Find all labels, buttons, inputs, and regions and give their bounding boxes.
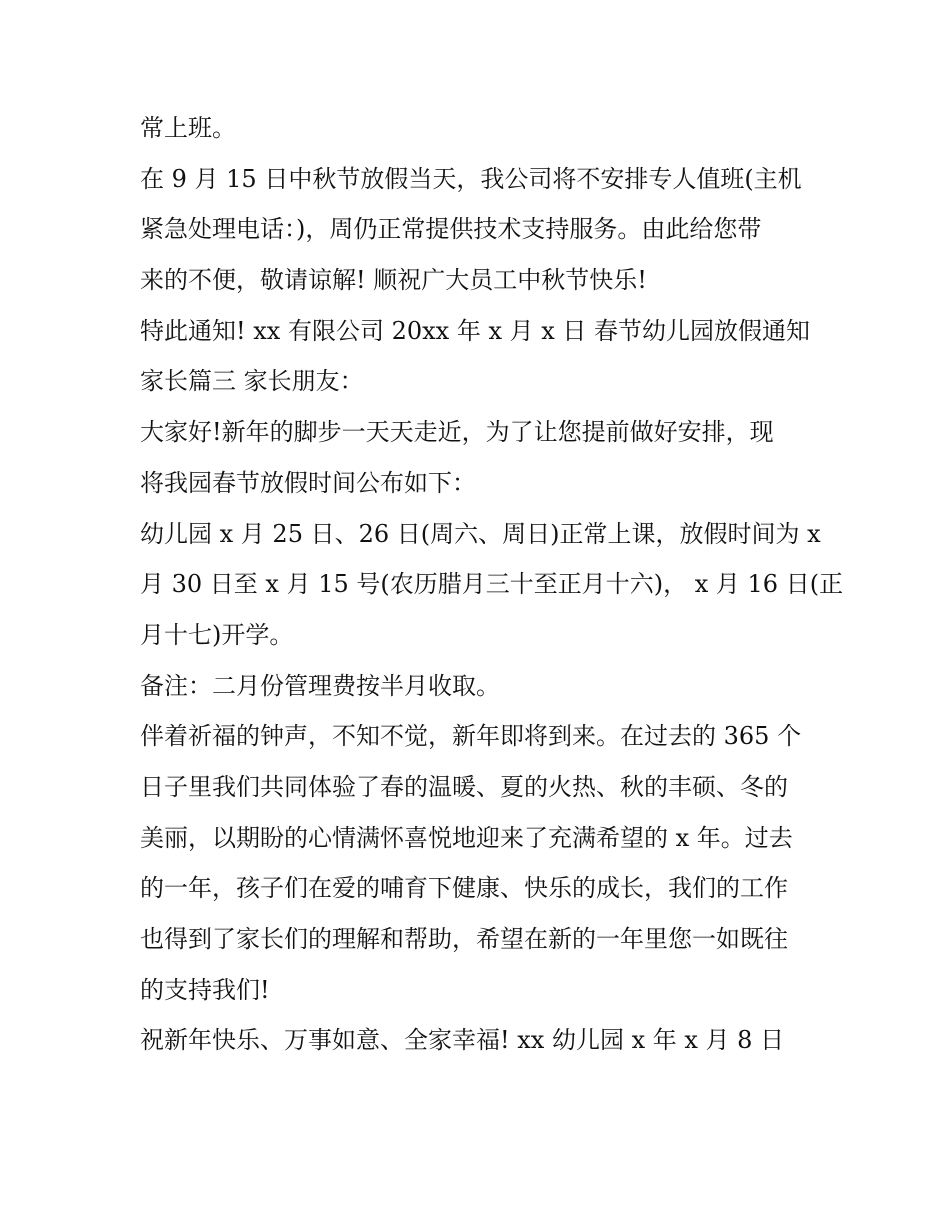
text-line: 月十七)开学。: [140, 620, 294, 649]
text-line: 将我园春节放假时间公布如下：: [140, 468, 476, 497]
text-line: 幼儿园 x 月 25 日、26 日(周六、周日)正常上课，放假时间为 x: [140, 519, 821, 548]
text-line: 美丽，以期盼的心情满怀喜悦地迎来了充满希望的 x 年。过去: [140, 823, 793, 852]
text-line: 也得到了家长们的理解和帮助，希望在新的一年里您一如既往: [140, 925, 788, 953]
text-line: 备注：二月份管理费按半月收取。: [140, 671, 500, 700]
text-line: 来的不便，敬请谅解! 顺祝广大员工中秋节快乐!: [140, 266, 647, 295]
text-line: 祝新年快乐、万事如意、全家幸福! xx 幼儿园 x 年 x 月 8 日: [140, 1026, 785, 1055]
text-line: 的一年，孩子们在爱的哺育下健康、快乐的成长，我们的工作: [140, 874, 788, 903]
text-line: 特此通知! xx 有限公司 20xx 年 x 月 x 日 春节幼儿园放假通知: [140, 316, 811, 345]
text-line: 日子里我们共同体验了春的温暖、夏的火热、秋的丰硕、冬的: [140, 772, 788, 801]
text-line: 家长篇三 家长朋友：: [140, 367, 364, 396]
document-body: [140, 103, 844, 1066]
text-line: 大家好!新年的脚步一天天走近，为了让您提前做好安排，现: [140, 418, 774, 447]
text-line: 伴着祈福的钟声，不知不觉，新年即将到来。在过去的 365 个: [140, 722, 802, 751]
text-line: 常上班。: [140, 114, 236, 142]
text-line: 在 9 月 15 日中秋节放假当天，我公司将不安排专人值班(主机: [140, 164, 802, 193]
text-line: 的支持我们!: [140, 975, 270, 1004]
text-line: 月 30 日至 x 月 15 号(农历腊月三十至正月十六)， x 月 16 日(正: [140, 570, 844, 599]
text-line: 紧急处理电话：)，周仍正常提供技术支持服务。由此给您带: [140, 215, 762, 244]
